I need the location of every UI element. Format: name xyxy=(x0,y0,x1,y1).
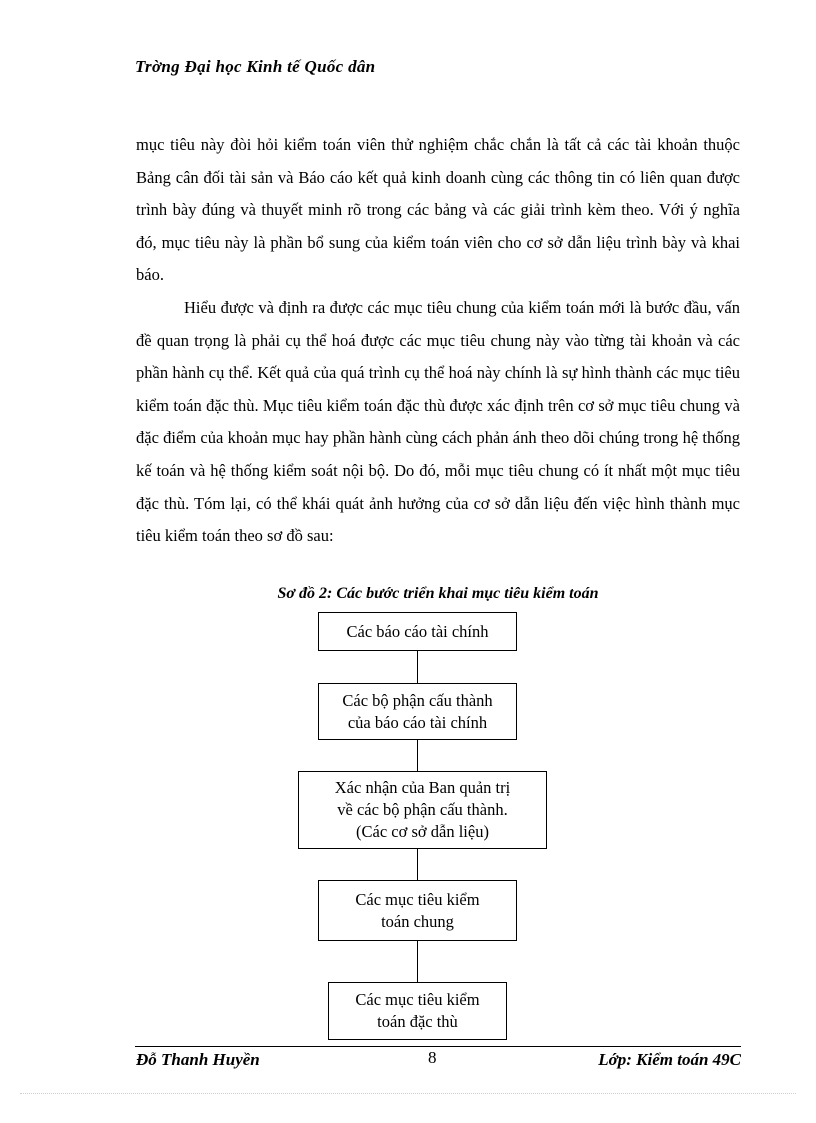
footer-divider xyxy=(135,1046,741,1047)
footer-class: Lớp: Kiểm toán 49C xyxy=(598,1050,741,1069)
flow-box-statement-components xyxy=(318,683,517,740)
flow-box-specific-objectives xyxy=(328,982,507,1040)
connector-3 xyxy=(417,849,418,880)
footer-author: Đỗ Thanh Huyền xyxy=(136,1050,260,1069)
box-5-line-1: Các mục tiêu kiểm xyxy=(355,990,480,1009)
box-4-line-1: Các mục tiêu kiểm xyxy=(355,889,480,909)
page-number: 8 xyxy=(428,1048,437,1067)
connector-1 xyxy=(417,651,418,683)
box-3-line-3: (Các cơ sở dẫn liệu) xyxy=(356,822,489,841)
page-header: Trờng Đại học Kinh tế Quốc dân xyxy=(135,57,376,76)
box-3-line-2: về các bộ phận cấu thành. xyxy=(337,800,508,819)
paragraph-2: Hiểu được và định ra được các mục tiêu chung của kiểm toán mới là bước đầu, vấn đề quan trọng là phải cụ thể hoá được các mục tiêu chung này vào từng tài khoản và các phần hành cụ thể. Kết quả của quá trình cụ thể hoá này chính là sự hình thành các mục tiêu kiểm toán đặc thù. Mục tiêu kiểm toán đặc thù được xác định trên cơ sở mục tiêu chung và đặc điểm của khoản mục hay phần hành cùng cách phản ánh theo dõi chúng trong hệ thống kế toán và hệ thống kiểm soát nội bộ. Do đó, mỗi mục tiêu chung có ít nhất một mục tiêu đặc thù. Tóm lại, có thể khái quát ảnh hưởng của cơ sở dẫn liệu đến việc hình thành mục tiêu kiểm toán theo sơ đồ sau: xyxy=(136,297,740,546)
connector-4 xyxy=(417,941,418,982)
box-3-line-1: Xác nhận của Ban quản trị xyxy=(334,778,511,797)
flow-box-financial-statements xyxy=(318,612,517,651)
page-bottom-border xyxy=(20,1093,796,1094)
box-1-line-1: Các báo cáo tài chính xyxy=(346,621,489,641)
body-text xyxy=(136,129,740,553)
box-2-line-1: Các bộ phận cấu thành xyxy=(342,690,493,710)
paragraph-1: mục tiêu này đòi hỏi kiểm toán viên thử nghiệm chắc chắn là tất cả các tài khoản thuộc Bảng cân đối tài sản và Báo cáo kết quả kinh doanh cùng các thông tin có liên quan được trình bày đúng và thuyết minh rõ trong các bảng và các giải trình kèm theo. Với ý nghĩa đó, mục tiêu này là phần bổ sung của kiểm toán viên cho cơ sở dẫn liệu trình bày và khai báo. xyxy=(136,135,740,285)
flow-box-general-objectives xyxy=(318,880,517,941)
box-2-line-2: của báo cáo tài chính xyxy=(347,712,488,732)
connector-2 xyxy=(417,740,418,771)
box-4-line-2: toán chung xyxy=(381,911,454,931)
diagram-caption: Sơ đồ 2: Các bước triển khai mục tiêu kiểm toán xyxy=(277,585,599,602)
flow-box-management-assertions xyxy=(298,771,547,849)
box-5-line-2: toán đặc thù xyxy=(377,1012,458,1031)
